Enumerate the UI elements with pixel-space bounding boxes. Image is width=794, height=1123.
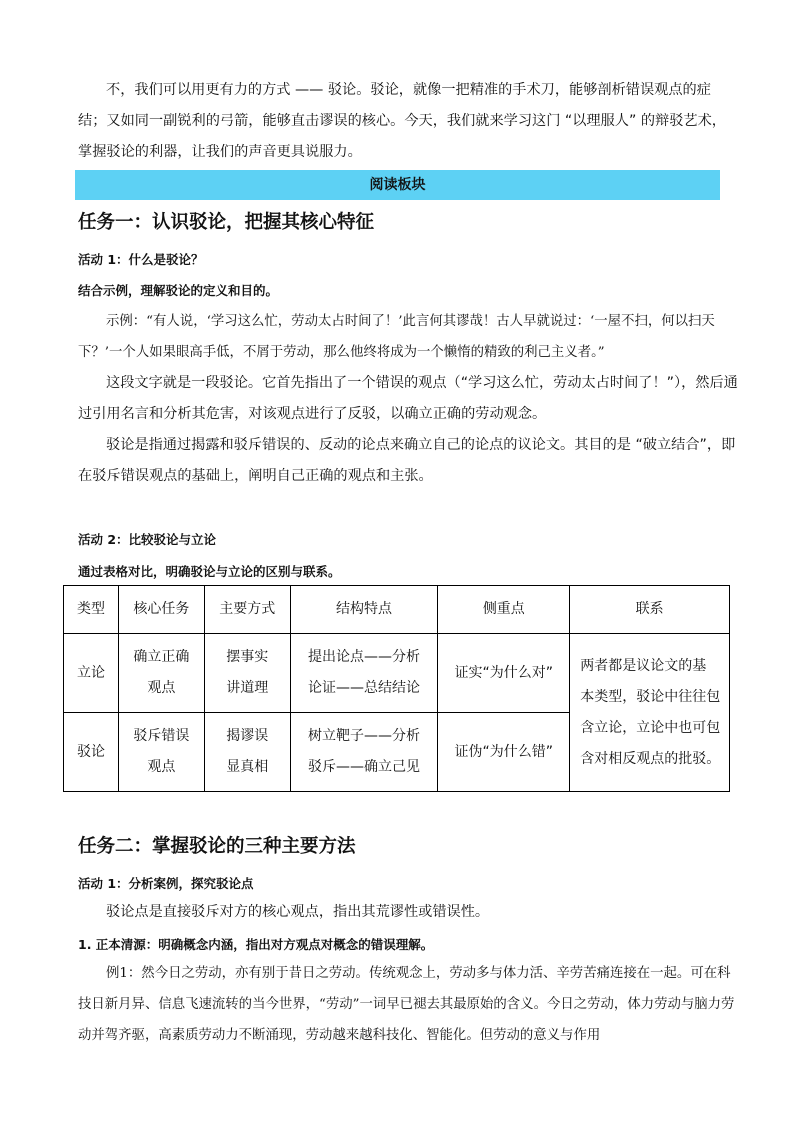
cell-line: 驳斥——确立己见	[308, 759, 421, 775]
table-header-row	[64, 586, 730, 634]
table-cell-type: 立论	[64, 634, 119, 713]
table-cell-type: 驳论	[64, 713, 119, 792]
method1-example: 例1：然今日之劳动，亦有别于昔日之劳动。传统观念上，劳动多与体力活、辛劳苦痛连接在一起。可在科技日新月异、信息飞速流转的当今世界，“劳动”一词早已褪去其最原始的含义。今日之劳动，体力劳动与脑力劳动并驾齐驱，高素质劳动力不断涌现，劳动越来越科技化、智能化。但劳动的意义与作用	[78, 966, 735, 1043]
example-quote: 示例：“有人说，‘学习这么忙，劳动太占时间了！’此言何其谬哉！古人早就说过：‘一屋不扫，何以扫天下？’一个人如果眼高手低，不屑于劳动，那么他终将成为一个懒惰的精致的利己主义者。”	[78, 314, 715, 360]
cell-line: 观点	[147, 680, 176, 696]
table-cell-method	[204, 634, 290, 713]
table-cell-structure	[290, 713, 438, 792]
intro-paragraph: 不，我们可以用更有力的方式 —— 驳论。驳论，就像一把精准的手术刀，能够剖析错误观点的症结；又如同一副锐利的弓箭，能够直击谬误的核心。今天，我们就来学习这门 “以理服人” 的辩驳艺术，掌握驳论的利器，让我们的声音更具说服力。	[78, 82, 726, 160]
cell-line: 两者都是议论文的基	[580, 657, 707, 674]
method1-heading: 1. 正本清源：明确概念内涵，指出对方观点对概念的错误理解。	[78, 937, 434, 952]
table-cell-method	[204, 713, 290, 792]
cell-line: 本类型，驳论中往往包	[580, 688, 721, 705]
cell-line: 树立靶子——分析	[308, 728, 421, 744]
activity2-heading: 活动 2：比较驳论与立论	[78, 532, 217, 547]
table-row	[64, 634, 730, 713]
cell-line: 含立论，立论中也可包	[580, 719, 721, 736]
table-cell-task	[118, 713, 204, 792]
table-header-cell: 结构特点	[290, 586, 438, 634]
activity1-heading: 活动 1：什么是驳论？	[78, 252, 204, 267]
cell-line: 提出论点——分析	[308, 649, 421, 665]
table-header-cell: 联系	[570, 586, 730, 634]
reading-section-banner: 阅读板块	[75, 170, 720, 200]
cell-line: 讲道理	[226, 680, 269, 696]
analysis-paragraph: 这段文字就是一段驳论。它首先指出了一个错误的观点（“学习这么忙，劳动太占时间了！”），然后通过引用名言和分析其危害，对该观点进行了反驳，以确立正确的劳动观念。	[78, 375, 738, 422]
activity2-instruction: 通过表格对比，明确驳论与立论的区别与联系。	[78, 564, 341, 579]
table-cell-focus: 证实“为什么对”	[438, 634, 570, 713]
cell-line: 含对相反观点的批驳。	[580, 750, 721, 767]
table-header-cell: 类型	[64, 586, 119, 634]
table-cell-relation	[570, 634, 730, 792]
table-header-cell: 侧重点	[438, 586, 570, 634]
cell-line: 论证——总结结论	[308, 680, 421, 696]
comparison-table	[63, 585, 730, 792]
table-header-cell: 核心任务	[118, 586, 204, 634]
table-cell-structure	[290, 634, 438, 713]
cell-line: 驳斥错误	[133, 728, 190, 744]
activity1-instruction: 结合示例，理解驳论的定义和目的。	[78, 283, 279, 298]
table-cell-task	[118, 634, 204, 713]
task2-activity1-heading: 活动 1：分析案例，探究驳论点	[78, 876, 254, 891]
task2-heading: 任务二：掌握驳论的三种主要方法	[78, 836, 356, 857]
cell-line: 揭谬误	[226, 728, 269, 744]
rebuttal-point-text: 驳论点是直接驳斥对方的核心观点，指出其荒谬性或错误性。	[106, 904, 490, 920]
task1-heading: 任务一：认识驳论，把握其核心特征	[78, 212, 375, 233]
table-header-cell: 主要方式	[204, 586, 290, 634]
definition-paragraph: 驳论是指通过揭露和驳斥错误的、反动的论点来确立自己的论点的议论文。其目的是 “破立结合”，即在驳斥错误观点的基础上，阐明自己正确的观点和主张。	[78, 437, 736, 484]
cell-line: 摆事实	[226, 649, 269, 665]
cell-line: 观点	[147, 759, 176, 775]
cell-line: 显真相	[226, 759, 269, 775]
cell-line: 确立正确	[133, 649, 190, 665]
table-cell-focus: 证伪“为什么错”	[438, 713, 570, 792]
